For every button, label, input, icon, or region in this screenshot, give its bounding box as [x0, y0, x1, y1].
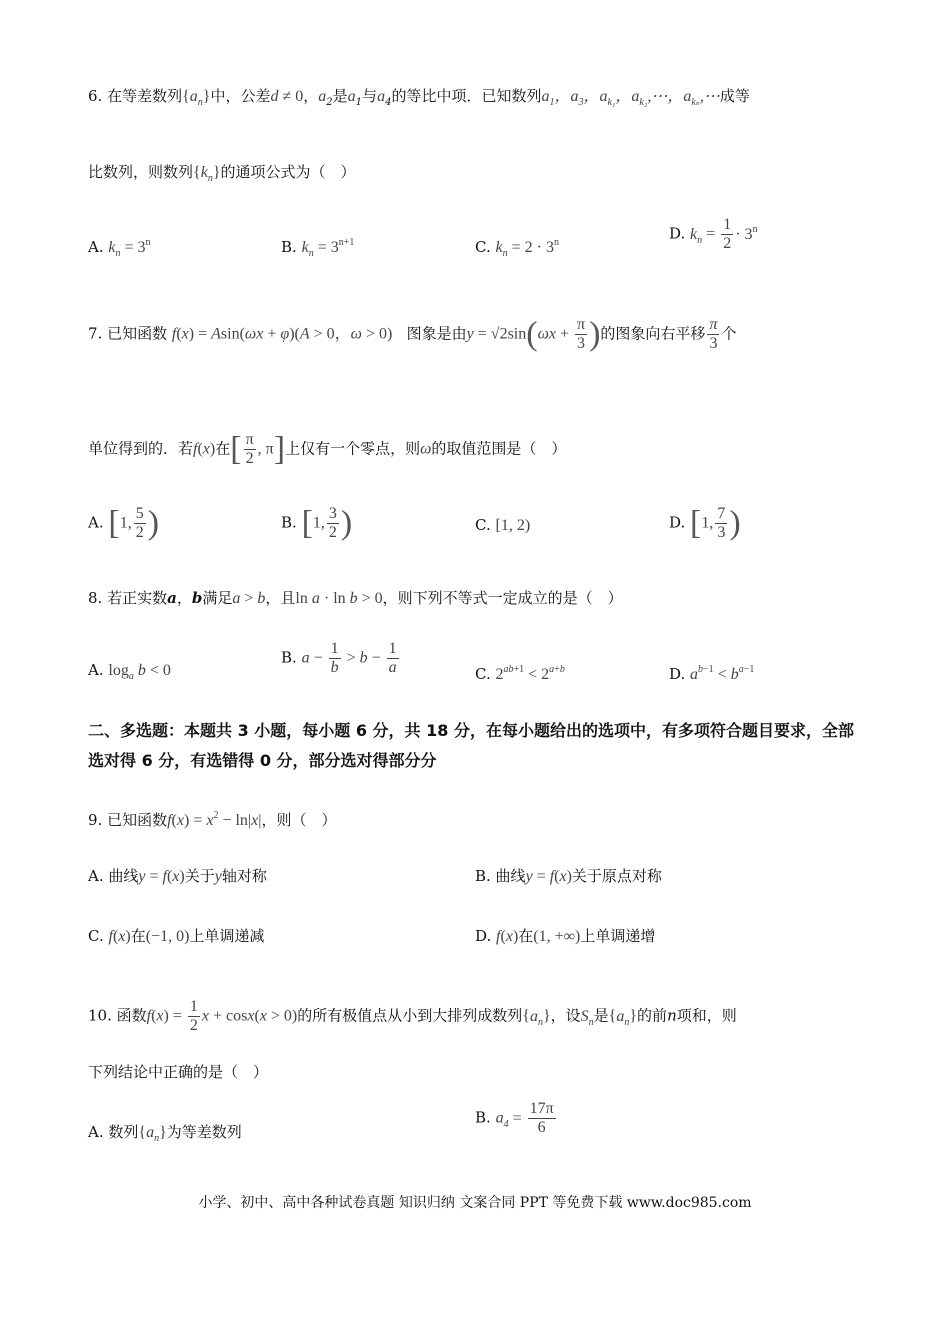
- q6-line-2: 比数列，则数列$\{k_n\}$的通项公式为（ ）: [88, 163, 356, 184]
- q7-option-b: B. [1, $\frac{3}{2}$ ): [281, 504, 353, 542]
- q6-option-a: A. $k_n = 3^n$: [88, 237, 151, 259]
- q9-option-d: D. f(x)在(1, +∞)上单调递增: [475, 927, 656, 945]
- q10-line-1: 10. 函数f(x) = $\frac{1}{2}$ x + cosx(x > 0)的所有极值点从小到大排列成数列$\{a_n\}$，设$S_n$是$\{a_n\}$的前n项和，则: [88, 998, 737, 1034]
- q8-option-b: B. a − $\frac{1}{b}$ > b − $\frac{1}{a}$: [281, 640, 397, 676]
- q8-option-c: C. $2^{ab+1} < 2^{a+b}$: [475, 664, 565, 683]
- q7-line-1: 7. 已知函数 f(x) = Asin(ωx + φ)(A > 0，ω > 0) 图象是由y = √2sin(ωx + $\frac{\pi}{3}$ )的图象向右平移 $\frac{\pi}{3}$ 个: [88, 315, 737, 353]
- q9-option-a: A. 曲线y = f(x)关于y轴对称: [88, 867, 267, 885]
- q7-line-2: 单位得到的．若f(x)在[ $\frac{\pi}{2}$ , π]上仅有一个零点，则ω的取值范围是（ ）: [88, 430, 567, 468]
- q9-option-b: B. 曲线y = f(x)关于原点对称: [475, 867, 662, 885]
- q10-option-b: B. $a_4$ = $\frac{17\pi}{6}$: [475, 1100, 554, 1136]
- q6-option-b: B. $k_n = 3^{n+1}$: [281, 237, 355, 259]
- q9-option-c: C. f(x)在(−1, 0)上单调递减: [88, 927, 265, 945]
- q7-option-d: D. [1, $\frac{7}{3}$ ): [669, 504, 741, 542]
- page-footer: 小学、初中、高中各种试卷真题 知识归纳 文案合同 PPT 等免费下载 www.doc985.com: [198, 1195, 752, 1211]
- q8-option-d: D. $a^{b-1} < b^{a-1}$: [669, 664, 755, 683]
- q6-option-c: C. $k_n = 2 \cdot 3^n$: [475, 237, 559, 259]
- q10-line-2: 下列结论中正确的是（ ）: [88, 1063, 269, 1081]
- q9-line-1: 9. 已知函数$f(x) = x^2 - \ln|x|$，则（ ）: [88, 810, 337, 829]
- q7-option-c: C. [1, 2): [475, 516, 531, 534]
- q6-line-1: 6. 在等差数列$\{a_n\}$中，公差d ≠ 0，$a_2$是$a_1$与$a_4$的等比中项．已知数列$a_1$，$a_3$，$a_{k_1}$，$a_{k_2},\cdots$，$a_{k_n},\cdots$成等: [88, 87, 750, 108]
- q8-line-1: 8. 若正实数a，b满足a > b，且ln a · ln b > 0，则下列不等式一定成立的是（ ）: [88, 589, 623, 607]
- section-2-heading: 二、多选题：本题共 3 小题，每小题 6 分，共 18 分，在每小题给出的选项中，有多项符合题目要求，全部选对得 6 分，有选错得 0 分，部分选对得部分分: [88, 721, 854, 770]
- q7-option-a: A. [1, $\frac{5}{2}$ ): [88, 504, 160, 542]
- q6-option-d: D. $k_n$ = $\frac{1}{2}$ · $3^n$: [669, 216, 758, 252]
- q8-option-a: A. $\log_a b < 0$: [88, 661, 171, 682]
- q10-option-a: A. 数列$\{a_n\}$为等差数列: [88, 1123, 242, 1144]
